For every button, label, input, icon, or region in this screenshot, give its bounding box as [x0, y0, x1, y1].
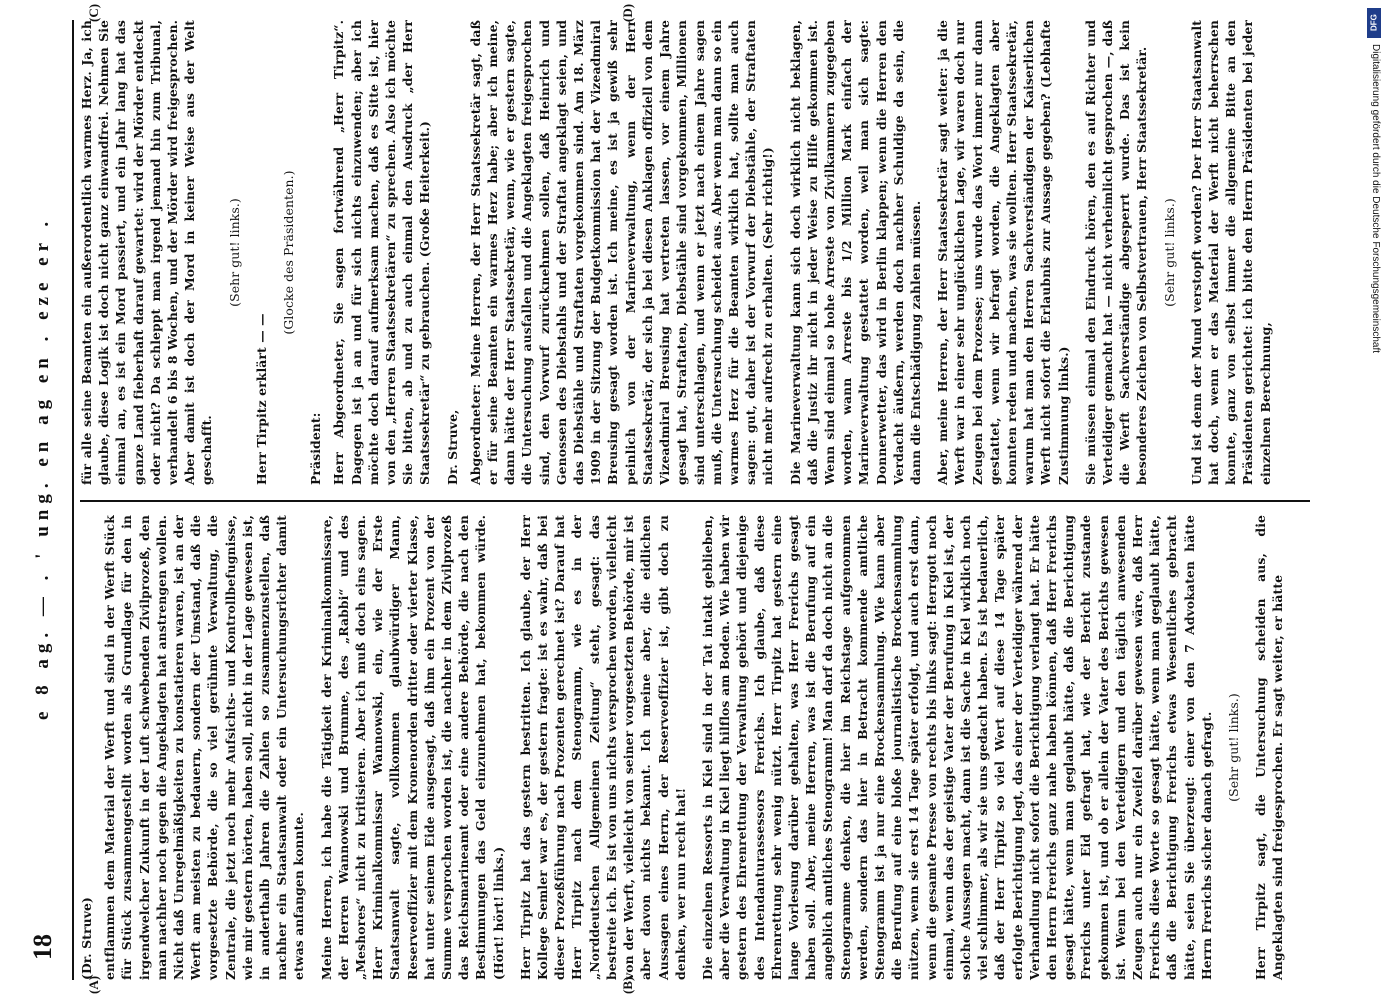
left-column	[78, 515, 1297, 980]
text-block	[280, 20, 297, 485]
paragraph: Die einzelnen Ressorts in Kiel sind in der Tat intakt geblieben, aber die Verwaltung in Kiel liegt hilflos am Boden. Wie haben wir gestern des Ehrenrettung der Verwaltung gehört und diejenige des Intendanturassessors Frerichs. Ich glaube, daß diese Ehrenrettung sehr wenig nützt. Herr Tirpitz hat gestern eine lange Vorlesung darüber gehalten, was Herr Frerichs gesagt haben soll. Aber, meine Herren, was ist die Berufung auf ein angeblich amtliches Stenogramm! Man darf da doch nicht an die Stenogramme denken, die hier im Reichstage aufgenommen werden, sondern das hier in Betracht kommende amtliche Stenogramm ist ja nur eine Brockensammlung. Wie kann aber die Berufung auf eine bloße journalistische Brockensammlung nützen, wenn sie erst 14 Tage später erfolgt, und auch erst dann, wenn die gesamte Presse von rechts bis links sagt: Herrgott noch einmal, wenn das der geistige Vater der Berufung in Kiel ist, der solche Aussagen macht, dann ist die Sache in Kiel wirklich noch viel schlimmer, als wir sie uns gedacht haben. Es ist bedauerlich, daß der Herr Tirpitz so viel Wert auf diese 14 Tage später erfolgte Berichtigung legt, das einer der Verteidiger während der Verhandlung nicht sofort die Berichtigung verlangt hat. Er hätte den Herrn Frerichs ganz nahe haben können, daß Herr Frerichs gesagt hätte, wenn man geglaubt hätte, daß die Berichtigung Frerichs unter Eid gefragt hat, wie der Bericht zustande gekommen ist, und ob er allein der Vater des Berichts gewesen ist. Wenn bei den Verteidigern und den täglich anwesenden Zeugen auch nur ein Zweifel darüber gewesen wäre, daß Herr Frerichs diese Worte so gesagt hätte, wenn man geglaubt hätte, daß die Berichtigung Frerichs etwas Wesentliches gebracht hätte, seien Sie überzeugt: einer von den 7 Advokaten hätte Herrn Frerichs sicher danach gefragt.	[699, 515, 1214, 980]
paragraph: Herr Tirpitz hat das gestern bestritten. Ich glaube, der Herr Kollege Semler war es, der gestern fragte: ist es wahr, daß bei dieser Prozeßführung nach Prozenten gerechnet ist? Darauf hat Herr Tirpitz nach dem Stenogramm, wie es in der „Norddeutschen Allgemeinen Zeitung“ steht, gesagt: das bestreite ich. Es ist von uns nichts versprochen worden, vielleicht von der Werft, vielleicht von seiner vorgesetzten Behörde, mir ist aber davon nichts bekannt. Ich meine aber, die eidlichen Aussagen eines Herrn, der Reserveoffizier ist, gibt doch zu denken, wer nun recht hat!	[517, 515, 688, 980]
margin-mark-a: (A)	[86, 975, 101, 994]
text-block	[517, 515, 689, 980]
document-scan	[20, 3, 1320, 994]
margin-mark-c: (C)	[86, 3, 101, 22]
right-column	[78, 20, 1284, 485]
text-block	[253, 20, 270, 485]
text-block	[1188, 20, 1274, 485]
running-title: e 8 ag. — . ' ung. en ag en . eze er .	[32, 215, 53, 720]
text-block	[226, 20, 243, 485]
paragraph: Herr Abgeordneter, Sie sagen fortwährend „Herr Tirpitz“. Dagegen ist ja an und für sich nichts einzuwenden; aber ich möchte doch darauf aufmerksam machen, daß es Sitte ist, hier von den „Herren Staatssekretären“ zu sprechen. Also ich möchte Sie bitten, ab und zu auch einmal den Ausdruck „der Herr Staatssekretär“ zu gebrauchen. (Große Heiterkeit.)	[331, 20, 433, 485]
text-block	[78, 20, 216, 485]
text-block	[787, 20, 925, 485]
text-block	[1252, 515, 1286, 980]
header-rule	[72, 20, 74, 980]
paragraph: entflammen dem Material der Werft und sind in der Werft Stück für Stück zusammengestellt worden als Grundlage für den in irgendwelcher Zukunft in der Luft schwebenden Zivilprozeß, den man nachher noch gegen die Angeklagten hat anstrengen wollen. Nicht daß Unregelmäßigkeiten zu konstatieren waren, ist an der Werft am meisten zu bedauern, sondern der Umstand, daß die vorgesetzte Behörde, die so viel gerühmte Verwaltung, die Zentrale, die jetzt noch mehr Aufsichts- und Kontrollbefugnisse, wie mir gestern hörten, haben soll, nicht in der Lage gewesen ist, in anderthalb Jahren die Zahlen so zusammenzustellen, daß nachher ein Staatsanwalt oder ein Untersuchungsrichter damit etwas anfangen konnte.	[102, 515, 307, 980]
interjection: (Sehr gut! links.)	[1161, 198, 1177, 307]
paragraph: Und ist denn der Mund verstopft worden? Der Herr Staatsanwalt hat doch, wenn er das Material der Werft nicht beherrschen konnte, ganz von selbst immer die allgemeine Bitte an den Präsidenten gerichtet: ich bitte den Herrn Präsidenten bei jeder einzelnen Berechnung,	[1188, 20, 1273, 485]
speaker: Dr. Struve,	[444, 409, 460, 485]
interjection: (Sehr gut! links.)	[226, 198, 242, 307]
margin-mark-b: (B)	[620, 976, 635, 994]
text-block	[78, 515, 308, 980]
interjection: (Glocke des Präsidenten.)	[281, 170, 297, 335]
paragraph: Herr Tirpitz sagt, die Untersuchung scheiden aus, die Angeklagten sind freigesprochen. Er sagt weiter, er hätte	[1253, 515, 1286, 980]
text-block	[934, 20, 1072, 485]
text-block	[318, 515, 507, 980]
page-number: 18	[28, 934, 57, 960]
text-block	[444, 20, 777, 485]
interjection: (Sehr gut! links.)	[1226, 693, 1241, 802]
text-block	[699, 515, 1215, 980]
margin-mark-d: (D)	[620, 3, 635, 22]
paragraph: für alle seine Beamten ein außerordentlich warmes Herz. Ja, ich glaube, diese Logik ist doch nicht ganz einwandfrei. Nehmen Sie einmal an, es ist ein Mord passiert, und ein Jahr lang hat das ganze Land fieberhaft darauf gewartet: wird der Mörder entdeckt oder nicht? Da schleppt man irgend jemand hin zum Tribunal, verhandelt 6 bis 8 Wochen, und der Mörder wird freigesprochen. Aber damit ist doch der Mord in keiner Weise aus der Welt geschafft.	[79, 20, 215, 485]
paragraph: Aber, meine Herren, der Herr Staatssekretär sagt weiter: ja die Werft war in einer sehr unglücklichen Lage, wir waren doch nur Zeugen bei dem Prozesse; uns wurde das Wort immer nur dann gestattet, wenn wir befragt worden, die Angeklagten aber konnten reden und machen, was sie wollten. Herr Staatssekretär, warum hat man den Herren Sachverständigen der Kaiserlichen Werft nicht sofort die Erlaubnis zur Aussage gegeben? (Lebhafte Zustimmung links.)	[935, 20, 1071, 485]
paragraph: Meine Herren, ich habe die Tätigkeit der Kriminalkommissare, der Herren Wannowski und Brumme, des „Rabbi“ und des „Meshores“ nicht zu kritisieren. Aber ich muß doch eins sagen. Herr Kriminalkommissar Wannowski, ein, wie der Erste Staatsanwalt sagte, vollkommen glaubwürdiger Mann, Reserveoffizier mit dem Kronenorden dritter oder vierter Klasse, hat unter seinem Eide ausgesagt, daß ihm ein Prozent von der Summe versprochen worden ist, die nachher in dem Zivilprozeß das Reichsmarineamt oder eine andere Behörde, die nach den Bestimmungen das Geld einzunehmen hat, bekommen würde. (Hört! hört! links.)	[318, 515, 506, 980]
digitization-note: Digitalisierung gefördert durch die Deutsche Forschungsgemeinschaft	[1370, 44, 1381, 354]
text-block	[1225, 515, 1242, 980]
speaker: Präsident:	[308, 412, 324, 485]
column-divider	[80, 500, 1310, 502]
text-block	[307, 20, 433, 485]
speaker: (Dr. Struve)	[79, 897, 94, 980]
paragraph: Die Marineverwaltung kann sich doch wirklich nicht beklagen, daß die Justiz ihr nicht in jeder Weise zu Hilfe gekommen ist. Wenn sind einmal so hohe Arreste von Zivilkammern zugegeben worden, wann Arreste bis 1/2 Million Mark einfach der Marineverwaltung gestattet worden, weil man sich sagte: Donnerwetter, das wird in Berlin klappen; wenn die Herren den Verdacht äußern, werden doch nachher Schuldige da sein, die dann die Entschädigung zahlen müssen.	[787, 20, 923, 485]
paragraph: Herr Tirpitz erklärt — —	[253, 313, 269, 485]
dfg-logo: DFG	[1367, 8, 1381, 38]
text-block	[1082, 20, 1151, 485]
page-header	[28, 20, 68, 980]
paragraph: Abgeordneter: Meine Herren, der Herr Staatssekretär sagt, daß er für seine Beamten ein warmes Herz habe; aber ich meine, dann hätte der Herr Staatssekretär, wenn, wie er gestern sagte, die Untersuchung ausfallen und die Angeklagten freigesprochen sind, den Vorwurf zurücknehmen sollen, daß Heinrich und Genossen des Diebstahls und der Straftat angeklagt seien, und das Diebstähle und Straftaten vorgekommen sind. Am 18. März 1909 in der Sitzung der Budgetkommission hat der Vizeadmiral Breusing gesagt worden ist. Ich meine, es ist ja gewiß sehr peinlich von der Marineverwaltung, wenn der Herr Staatssekretär, der sich ja bei diesen Anklagen offiziell von dem Vizeadmiral Breusing hat vertreten lassen, vor einem Jahre gesagt hat, Straftaten, Diebstähle sind vorgekommen, Millionen sind unterschlagen, und wenn er jetzt nach einem Jahre sagen muß, die Untersuchung scheidet aus. Aber wenn man dann so ein warmes Herz für die Beamten wirklich hat, sollte man auch sagen: gut, daher ist der Vorwurf der Diebstähle, der Straftaten nicht mehr aufrecht zu erhalten. (Sehr richtig!)	[467, 20, 776, 485]
paragraph: Sie müssen einmal den Eindruck hören, den es auf Richter und Verteidiger gemacht hat — nicht verheimlicht gesprochen —, daß die Werft Sachverständige abgesperrt wurde. Das ist kein besonderes Zeichen von Selbstvertrauen, Herr Staatssekretär.	[1082, 20, 1150, 485]
text-block	[1161, 20, 1178, 485]
